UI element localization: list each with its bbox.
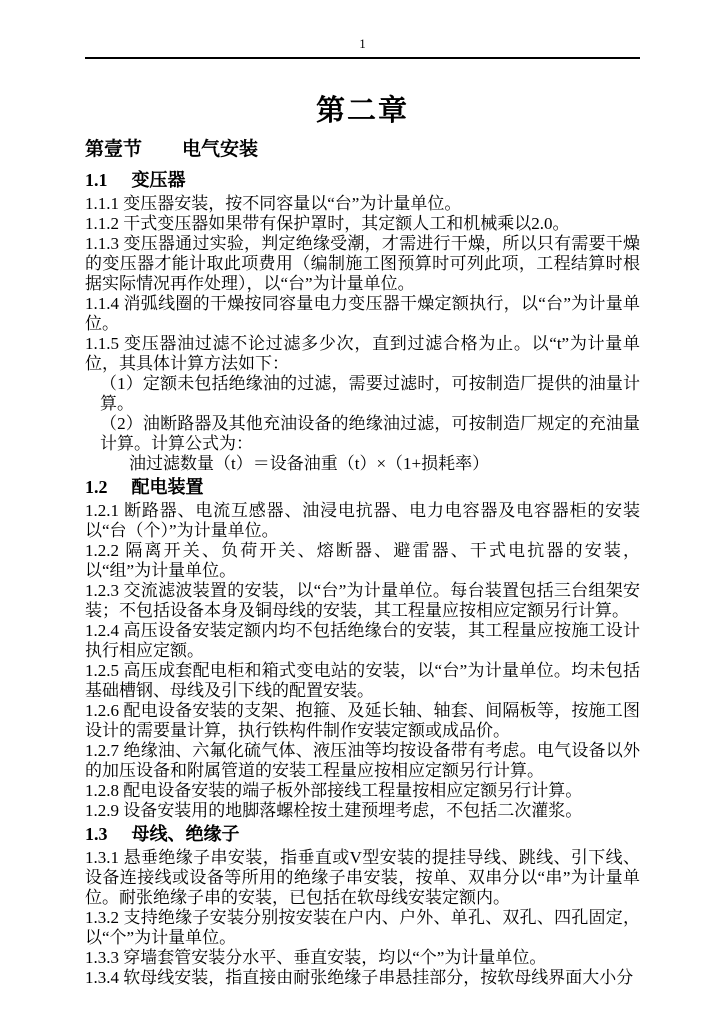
sub-heading-1-1 [85,169,640,191]
header-rule [85,57,640,59]
paragraph: 1.1.1 变压器安装，按不同容量以“台”为计量单位。 [85,194,462,213]
list-item: （2）油断路器及其他充油设备的绝缘油过滤，可按制造厂规定的充油量计算。计算公式为： [100,414,640,453]
paragraph: 1.2.6 配电设备安装的支架、抱箍、及延长轴、轴套、间隔板等，按施工图设计的需要量计算，执行铁构件制作安装定额或成品价。 [85,701,640,740]
section-busbar-insulator [85,823,640,988]
paragraph: 1.1.3 变压器通过实验，判定绝缘受潮，才需进行干燥，所以只有需要干燥的变压器才能计取此项费用（编制施工图预算时可列此项，工程结算时根据实际情况再作处理），以“台”为计量单位。 [85,234,640,293]
paragraph: 1.2.8 配电设备安装的端子板外部接线工程量按相应定额另行计算。 [85,781,583,800]
paragraph: 1.1.2 干式变压器如果带有保护罩时，其定额人工和机械乘以2.0。 [85,214,570,233]
paragraph: 1.2.2 隔离开关、负荷开关、熔断器、避雷器、干式电抗器的安装，以“组”为计量单位。 [85,541,640,580]
paragraph: 1.2.3 交流滤波装置的安装，以“台”为计量单位。每台装置包括三台组架安装；不包括设备本身及铜母线的安装，其工程量应按相应定额另行计算。 [85,581,640,620]
page-number: 1 [359,36,366,51]
formula: 油过滤数量（t）＝设备油重（t）×（1+损耗率） [129,454,490,473]
sub-heading-1-3 [85,823,640,845]
section-power-distribution [85,476,640,821]
paragraph: 1.2.4 高压设备安装定额内均不包括绝缘台的安装，其工程量应按施工设计执行相应定额。 [85,621,640,660]
paragraph: 1.3.4 软母线安装，指直接由耐张绝缘子串悬挂部分，按软母线界面大小分 [85,968,634,987]
sub-heading-number: 1.3 [85,824,108,844]
paragraph: 1.2.7 绝缘油、六氟化硫气体、液压油等均按设备带有考虑。电气设备以外的加压设备和附属管道的安装工程量应按相应定额另行计算。 [85,741,640,780]
paragraph: 1.1.4 消弧线圈的干燥按同容量电力变压器干燥定额执行，以“台”为计量单位。 [85,294,640,333]
paragraph: 1.2.1 断路器、电流互感器、油浸电抗器、电力电容器及电容器柜的安装以“台（个）”为计量单位。 [85,501,640,540]
chapter-title: 第二章 [315,95,409,127]
paragraph: 1.3.2 支持绝缘子安装分别按安装在户内、户外、单孔、双孔、四孔固定，以“个”为计量单位。 [85,908,640,947]
paragraph: 1.3.1 悬垂绝缘子串安装，指垂直或V型安装的提挂导线、跳线、引下线、设备连接线或设备等所用的绝缘子串安装，按单、双串分以“串”为计量单位。耐张绝缘子串的安装，已包括在软母线安装定额内。 [85,848,640,907]
section-label: 第壹节 [85,139,143,160]
section-transformer [85,169,640,474]
sub-heading-title: 配电装置 [131,477,204,497]
paragraph: 1.2.5 高压成套配电柜和箱式变电站的安装，以“台”为计量单位。均未包括基础槽钢、母线及引下线的配置安装。 [85,661,640,700]
paragraph: 1.2.9 设备安装用的地脚落螺栓按土建预埋考虑，不包括二次灌浆。 [85,801,583,820]
section-title: 电气安装 [182,139,259,160]
sub-heading-number: 1.2 [85,477,108,497]
sub-heading-title: 母线、绝缘子 [131,824,240,844]
section-heading [85,138,640,162]
sub-heading-1-2 [85,476,640,498]
paragraph: 1.3.3 穿墙套管安装分水平、垂直安装，均以“个”为计量单位。 [85,948,547,967]
list-item: （1）定额未包括绝缘油的过滤，需要过滤时，可按制造厂提供的油量计算。 [100,374,640,413]
sub-heading-title: 变压器 [131,170,186,190]
sub-heading-number: 1.1 [85,170,108,190]
paragraph: 1.1.5 变压器油过滤不论过滤多少次，直到过滤合格为止。以“t”为计量单位，其具体计算方法如下： [85,334,640,373]
